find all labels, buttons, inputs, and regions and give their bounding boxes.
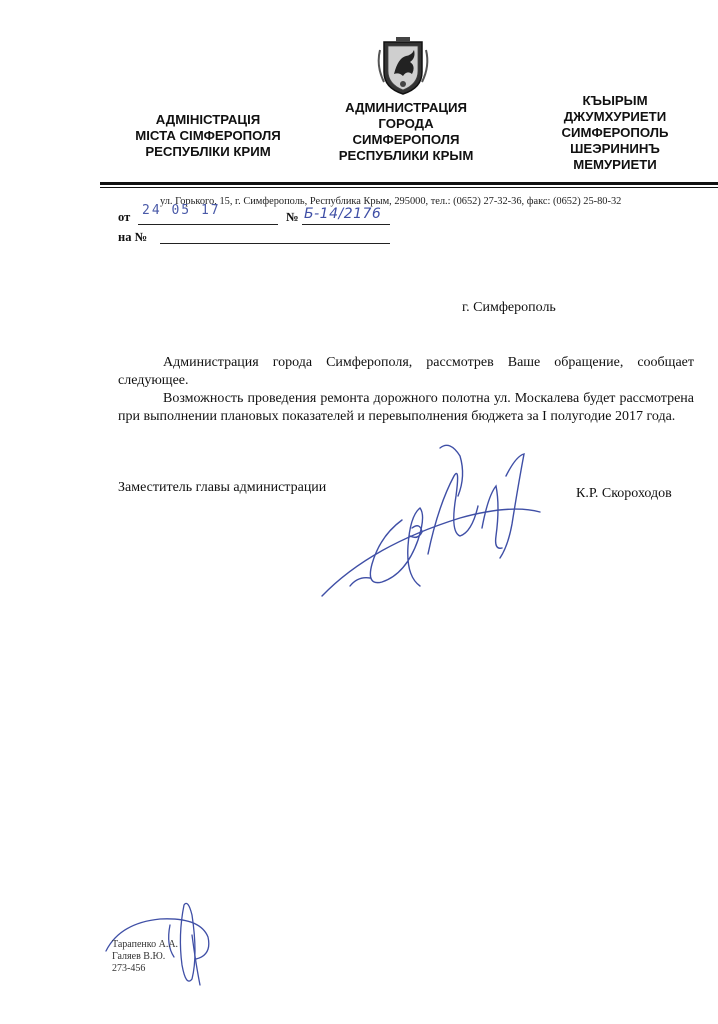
- letterhead-line: МІСТА СІМФЕРОПОЛЯ: [135, 128, 281, 143]
- number-label: №: [286, 210, 299, 224]
- paragraph: [118, 354, 694, 390]
- executor-name: Тарапенко А.А.: [112, 939, 179, 950]
- letterhead-line: АДМІНІСТРАЦІЯ: [155, 112, 261, 127]
- address-line: ул. Горького, 15, г. Симферополь, Республика Крым, 295000, тел.: (0652) 27-32-36, факс: (0652) 25-80-32: [160, 196, 622, 207]
- crimea-coat-of-arms-icon: [374, 36, 432, 96]
- from-label: от: [118, 210, 131, 224]
- letterhead-line: СИМФЕРОПОЛЯ: [352, 132, 460, 147]
- letterhead-line: СИМФЕРОПОЛЬ: [561, 125, 669, 140]
- reply-to-underline: [160, 243, 390, 244]
- header-divider-thin: [100, 187, 718, 188]
- letterhead-line: МЕМУРИЕТИ: [573, 157, 657, 172]
- date-underline: [138, 224, 278, 225]
- letterhead-line: РЕСПУБЛІКИ КРИМ: [145, 144, 271, 159]
- signer-role: Заместитель главы администрации: [118, 480, 327, 495]
- handwritten-signature-icon: [310, 436, 550, 606]
- letterhead-line: КЪЫРЫМ: [582, 93, 648, 108]
- paragraph-text: Администрация города Симферополя, рассмотрев Ваше обращение, сообщает следующее.: [118, 355, 694, 388]
- letterhead-crimean-tatar: [530, 93, 700, 173]
- header-divider-thick: [100, 182, 718, 185]
- number-underline: [302, 224, 390, 225]
- letterhead-ukrainian: [118, 112, 298, 160]
- number-handwritten: Б-14/2176: [304, 206, 382, 222]
- signer-name: К.Р. Скороходов: [576, 486, 672, 501]
- letterhead-line: РЕСПУБЛИКИ КРЫМ: [338, 148, 474, 163]
- executor-name: Галяев В.Ю.: [112, 951, 166, 962]
- reply-to-label: на №: [118, 230, 148, 244]
- executor-phone: 273-456: [112, 963, 146, 974]
- city-line: г. Симферополь: [462, 300, 556, 315]
- letterhead-russian: [318, 100, 494, 164]
- paragraph: [118, 390, 694, 426]
- letterhead-line: ДЖУМХУРИЕТИ: [563, 109, 667, 124]
- letterhead-line: ГОРОДА: [378, 116, 434, 131]
- paragraph-text: Возможность проведения ремонта дорожного полотна ул. Москалева будет рассмотрена при выполнении плановых показателей и перевыполнения бюджета за I полугодие 2017 года.: [118, 391, 694, 424]
- letterhead-line: ШЕЭРИНИНЪ: [570, 141, 660, 156]
- date-stamp: 24 05 17: [142, 203, 221, 218]
- letterhead-line: АДМИНИСТРАЦИЯ: [345, 100, 467, 115]
